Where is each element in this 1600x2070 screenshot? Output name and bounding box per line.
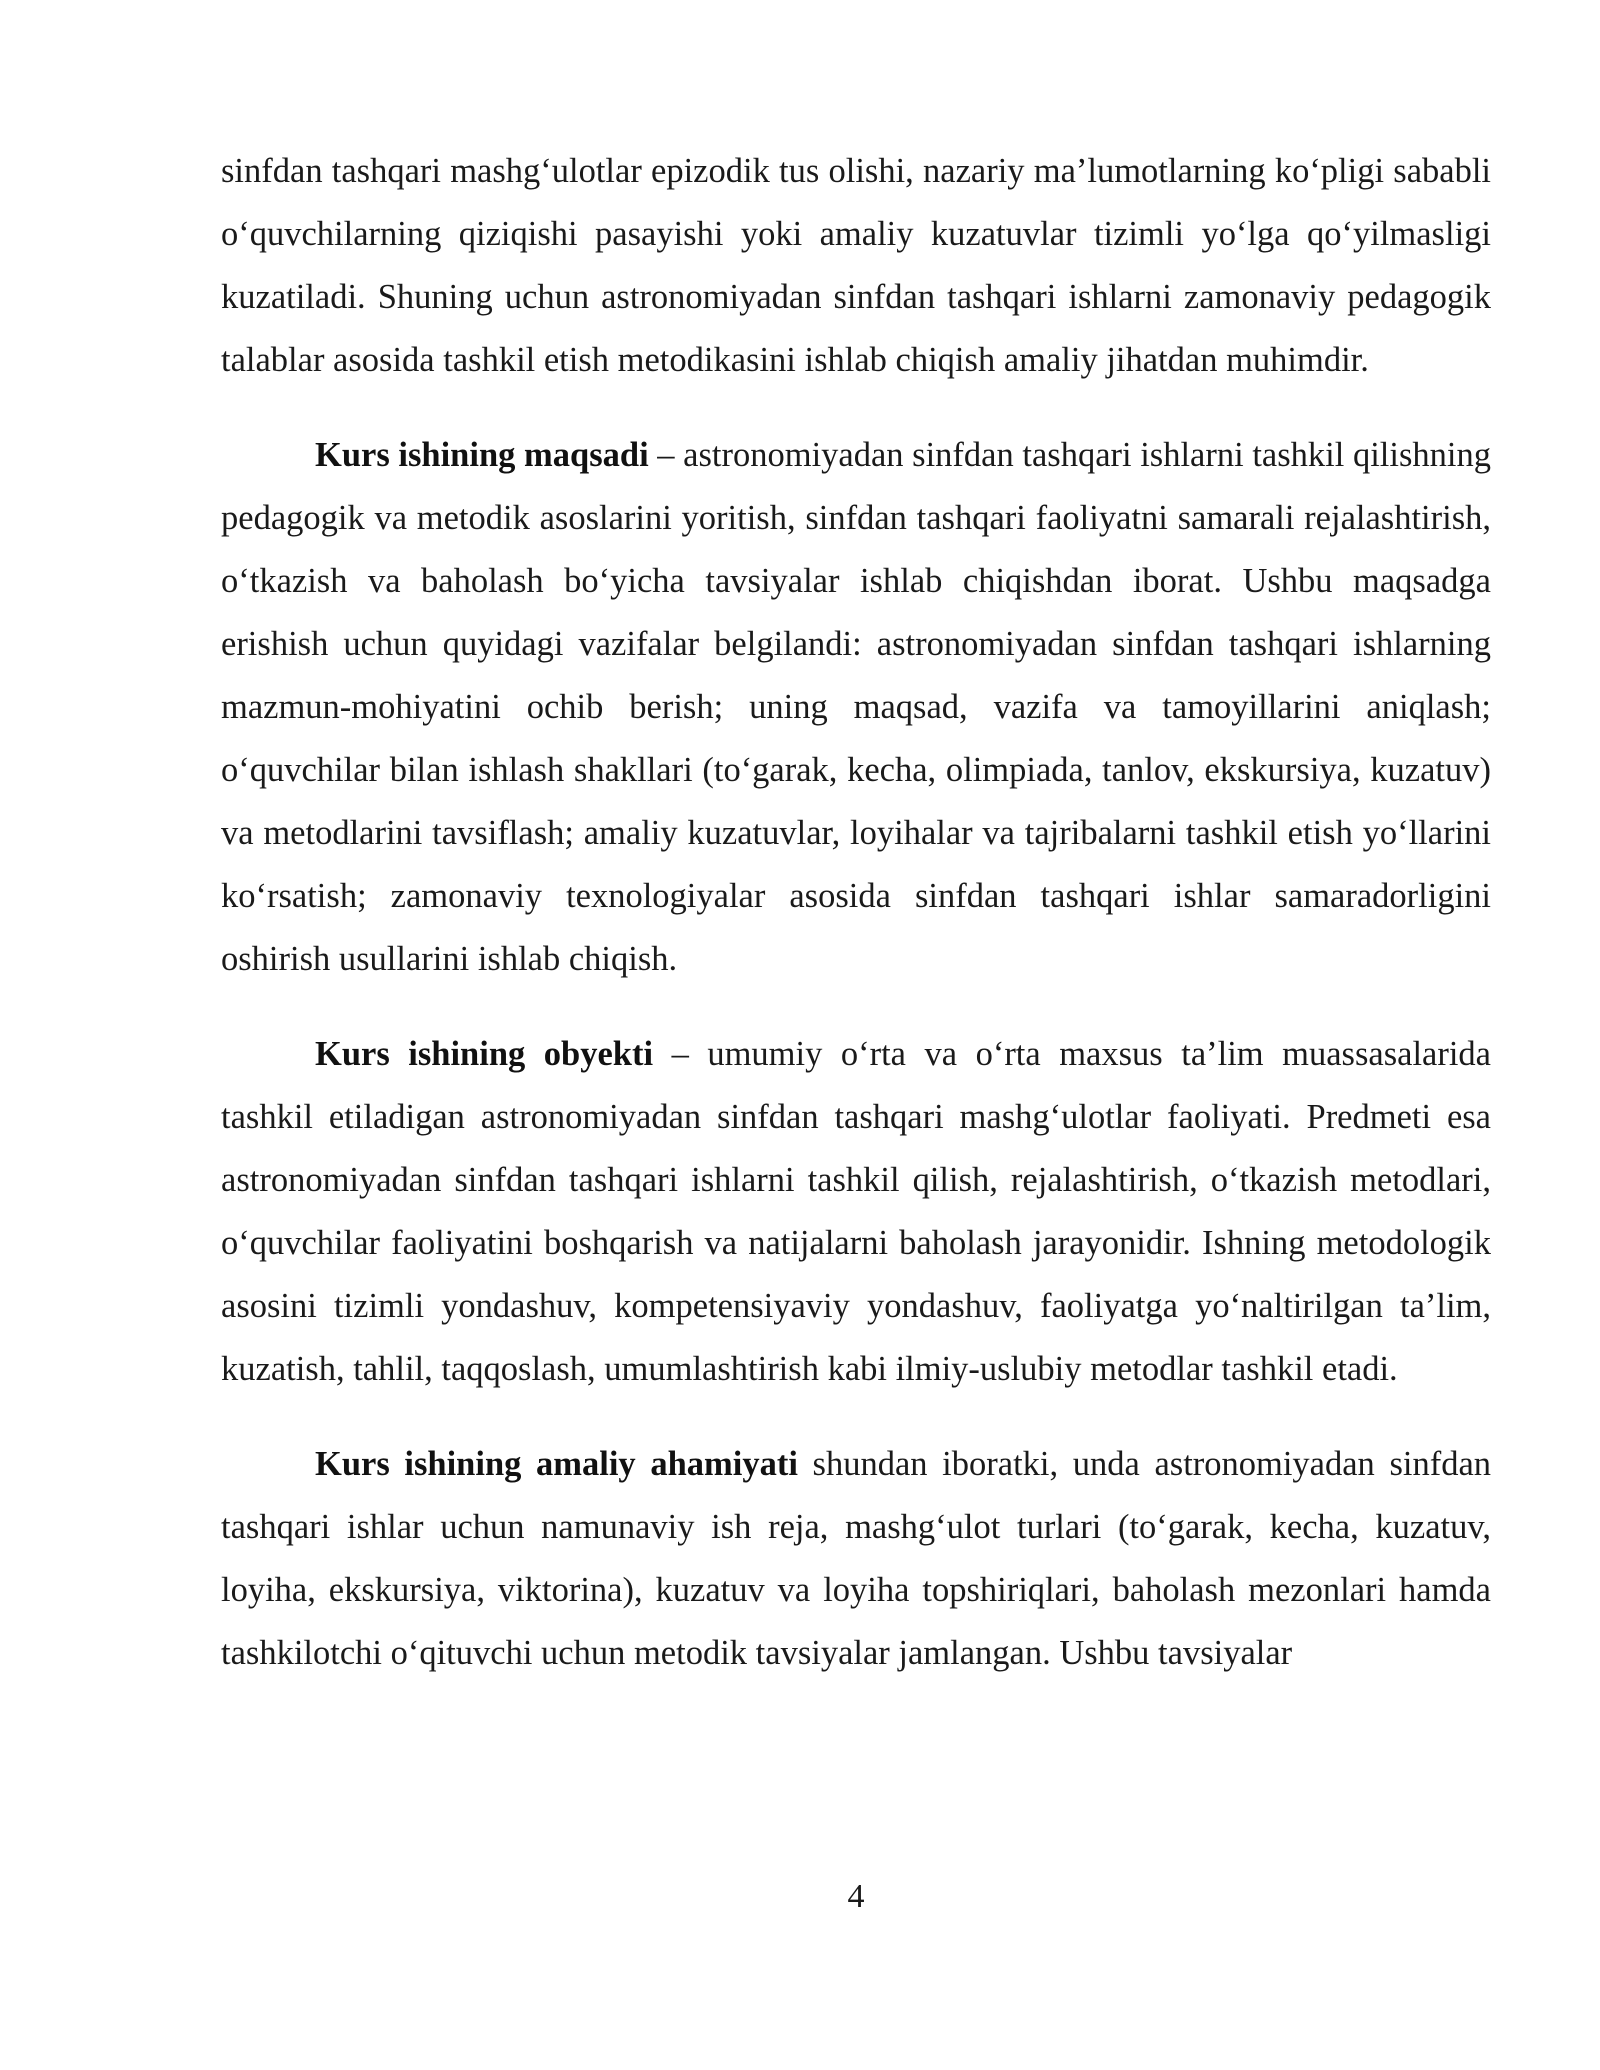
paragraph-object [221,1023,1491,1401]
paragraph-heading: Kurs ishining amaliy ahamiyati [315,1445,798,1483]
paragraph-intro-continuation [221,140,1491,392]
paragraph-heading: Kurs ishining maqsadi [315,436,649,474]
page-number: 4 [847,1878,865,1915]
paragraph-text: – umumiy o‘rta va o‘rta maxsus ta’lim muassasalarida tashkil etiladigan astronomiyadan sinfdan tashqari mashg‘ulotlar faoliyati. Predmeti esa astronomiyadan sinfdan tashqari ishlarni tashkil qilish, rejalashtirish, o‘tkazish metodlari, o‘quvchilar faoliyatini boshqarish va natijalarni baholash jarayonidir. Ishning metodologik asosini tizimli yondashuv, kompetensiyaviy yondashuv, faoliyatga yo‘naltirilgan ta’lim, kuzatish, tahlil, taqqoslash, umumlashtirish kabi ilmiy-uslubiy metodlar tashkil etadi. [221,1035,1491,1388]
paragraph-text: shundan iboratki, unda astronomiyadan sinfdan tashqari ishlar uchun namunaviy ish reja, mashg‘ulot turlari (to‘garak, kecha, kuzatuv, loyiha, ekskursiya, viktorina), kuzatuv va loyiha topshiriqlari, baholash mezonlari hamda tashkilotchi o‘qituvchi uchun metodik tavsiyalar jamlangan. Ushbu tavsiyalar [221,1445,1492,1672]
paragraph-heading: Kurs ishining obyekti [315,1035,654,1073]
paragraph-text: sinfdan tashqari mashg‘ulotlar epizodik tus olishi, nazariy ma’lumotlarning ko‘pligi sababli o‘quvchilarning qiziqishi pasayishi yoki amaliy kuzatuvlar tizimli yo‘lga qo‘yilmasligi kuzatiladi. Shuning uchun astronomiyadan sinfdan tashqari ishlarni zamonaviy pedagogik talablar asosida tashkil etish metodikasini ishlab chiqish amaliy jihatdan muhimdir. [221,152,1491,379]
body-text [221,140,1491,1717]
paragraph-practical-significance [221,1433,1491,1685]
paragraph-goal [221,424,1491,991]
paragraph-text: – astronomiyadan sinfdan tashqari ishlarni tashkil qilishning pedagogik va metodik asoslarini yoritish, sinfdan tashqari faoliyatni samarali rejalashtirish, o‘tkazish va baholash bo‘yicha tavsiyalar ishlab chiqishdan iborat. Ushbu maqsadga erishish uchun quyidagi vazifalar belgilandi: astronomiyadan sinfdan tashqari ishlarning mazmun-mohiyatini ochib berish; uning maqsad, vazifa va tamoyillarini aniqlash; o‘quvchilar bilan ishlash shakllari (to‘garak, kecha, olimpiada, tanlov, ekskursiya, kuzatuv) va metodlarini tavsiflash; amaliy kuzatuvlar, loyihalar va tajribalarni tashkil etish yo‘llarini ko‘rsatish; zamonaviy texnologiyalar asosida sinfdan tashqari ishlar samaradorligini oshirish usullarini ishlab chiqish. [221,436,1491,978]
